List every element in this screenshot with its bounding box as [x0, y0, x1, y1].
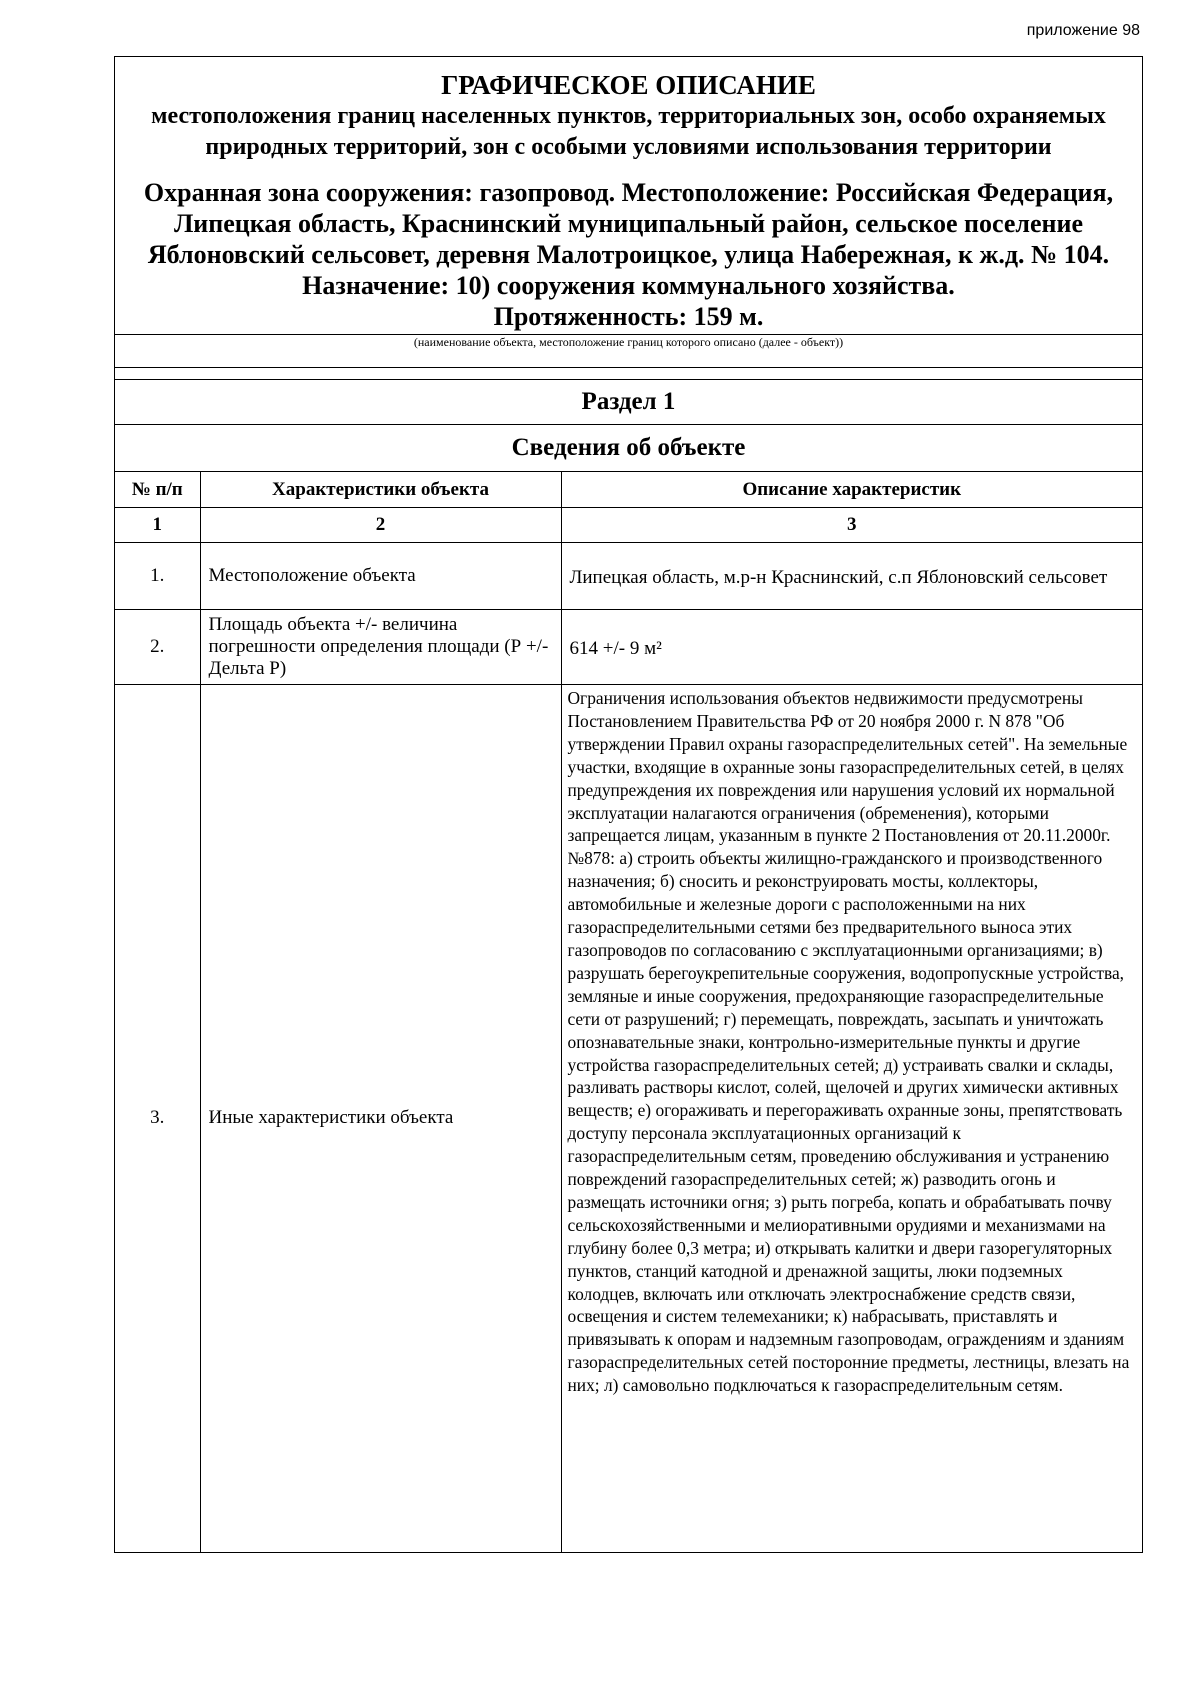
- table-row: [115, 610, 1142, 685]
- column-number-row: [115, 508, 1142, 543]
- spacer: [115, 368, 1142, 379]
- object-description: [115, 163, 1142, 335]
- document-subtitle: местоположения границ населенных пунктов, территориальных зон, особо охраняемых природных территорий, зон с особыми условиями использования территории: [151, 103, 1106, 160]
- row-description: Липецкая область, м.р-н Краснинский, с.п Яблоновский сельсовет: [561, 543, 1142, 610]
- object-name-caption: (наименование объекта, местоположение границ которого описано (далее - объект)): [115, 335, 1142, 368]
- document-title: ГРАФИЧЕСКОЕ ОПИСАНИЕ: [441, 70, 816, 100]
- row-description: Ограничения использования объектов недвижимости предусмотрены Постановлением Правительства РФ от 20 ноября 2000 г. N 878 "Об утверждении Правил охраны газораспределительных сетей". На земельные участки, входящие в охранные зоны газораспределительных сетей, в целях предупреждения их повреждения или нарушения условий их нормальной эксплуатации налагаются ограничения (обременения), которыми запрещается лицам, указанным в пункте 2 Постановления от 20.11.2000г. №878: а) строить объекты жилищно-гражданского и производственного назначения; б) сносить и реконструировать мосты, коллекторы, автомобильные и железные дороги с расположенными на них газораспределительными сетями без предварительного выноса этих газопроводов по согласованию с эксплуатационными организациями; в) разрушать берегоукрепительные сооружения, водопропускные устройства, земляные и иные сооружения, предохраняющие газораспределительные сети от разрушений; г) перемещать, повреждать, засыпать и уничтожать опознавательные знаки, контрольно-измерительные пункты и другие устройства газораспределительных сетей; д) устраивать свалки и склады, разливать растворы кислот, солей, щелочей и других химически активных веществ; е) огораживать и перегораживать охранные зоны, препятствовать доступу персонала эксплуатационных организаций к газораспределительным сетям, проведению обслуживания и устранению повреждений газораспределительных сетей; ж) разводить огонь и размещать источники огня; з) рыть погреба, копать и обрабатывать почву сельскохозяйственными и мелиоративными орудиями и механизмами на глубину более 0,3 метра; и) открывать калитки и двери газорегуляторных пунктов, станций катодной и дренажной защиты, люки подземных колодцев, включать или отключать электроснабжение средств связи, освещения и систем телемеханики; к) набрасывать, приставлять и привязывать к опорам и надземным газопроводам, ограждениям и зданиям газораспределительных сетей посторонние предметы, лестницы, влезать на них; л) самовольно подключаться к газораспределительным сетям.: [561, 685, 1142, 1552]
- section-title: Раздел 1: [115, 379, 1142, 424]
- column-number: 3: [561, 508, 1142, 543]
- object-name: Охранная зона сооружения: газопровод. Местоположение: Российская Федерация, Липецкая область, Краснинский муниципальный район, сельское поселение Яблоновский сельсовет, деревня Малотроицкое, улица Набережная, к ж.д. № 104. Назначение: 10) сооружения коммунального хозяйства.: [143, 178, 1114, 300]
- column-number: 2: [200, 508, 561, 543]
- section-subtitle: Сведения об объекте: [115, 424, 1142, 471]
- row-characteristic: Иные характеристики объекта: [200, 685, 561, 1552]
- table-row: [115, 685, 1142, 1552]
- row-characteristic: Площадь объекта +/- величина погрешности определения площади (Р +/- Дельта Р): [200, 610, 561, 685]
- row-description: 614 +/- 9 м²: [561, 610, 1142, 685]
- row-number: 1.: [115, 543, 200, 610]
- header-characteristic: Характеристики объекта: [200, 472, 561, 508]
- header-description: Описание характеристик: [561, 472, 1142, 508]
- document-header: [115, 57, 1142, 335]
- object-info-table: [115, 471, 1142, 1552]
- row-characteristic: Местоположение объекта: [200, 543, 561, 610]
- table-row: [115, 543, 1142, 610]
- table-header-row: [115, 472, 1142, 508]
- document-frame: [114, 56, 1143, 1553]
- appendix-label: приложение 98: [1026, 22, 1140, 39]
- row-number: 2.: [115, 610, 200, 685]
- object-length: Протяженность: 159 м.: [493, 302, 764, 331]
- column-number: 1: [115, 508, 200, 543]
- header-number: № п/п: [115, 472, 200, 508]
- row-number: 3.: [115, 685, 200, 1552]
